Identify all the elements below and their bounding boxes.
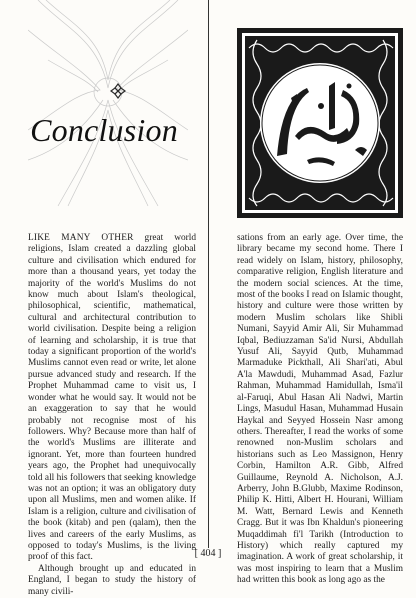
page-number: [ 404 ] [194, 548, 222, 559]
fleur-knot-icon [110, 83, 126, 99]
geometric-line-motif-icon [28, 0, 188, 208]
calligraphy-medallion-icon [237, 28, 403, 218]
page-title: Conclusion [30, 112, 178, 148]
column-divider [208, 0, 209, 548]
body-paragraph-1 [28, 233, 196, 564]
body-column-right [237, 233, 403, 587]
body-column-left [28, 233, 196, 598]
lead-in-caps: LIKE MANY OTHER [28, 233, 134, 243]
body-paragraph-3: sations from an early age. Over time, the library became my second home. There I read widely on Islam, history, philosophy, comparative religion, English literature and the modern social sciences. At the time, most of the books I read on Islamic thought, history and culture were those written by modern Muslim scholars like Shibli Numani, Sayyid Amir Ali, Sir Muhammad Iqbal, Bediuzzaman Sa'id Nursi, Abdullah Yusuf Ali, Sayyid Qutb, Muhammad Marmaduke Pickthall, Ali Shari'ati, Abul A'la Mawdudi, Muhammad Asad, Fazlur Rahman, Muhammad Hamidullah, Isma'il al-Faruqi, Abul Hasan Ali Nadwi, Martin Lings, Masudul Hasan, Muhammad Husain Haykal and Seyyed Hossein Nasr among others. Thereafter, I read the works of some renowned non-Muslim scholars and historians such as Leo Massignon, Henry Corbin, Hamilton A.R. Gibb, Alfred Guillaume, Reynold A. Nicholson, A.J. Arberry, John B.Glubb, Maxime Rodinson, Philip K. Hitti, Albert H. Hourani, William M. Watt, Bernard Lewis and Kenneth Cragg. But it was Ibn Khaldun's pioneering Muqaddimah fi'l Tarikh (Introduction to History) which really captured my imagination. A work of great scholarship, it was most inspiring to learn that a Muslim had written this book as long ago as the [237, 233, 403, 586]
body-text: great world religions, Islam created a dazzling global culture and civilisation which endured for more than a thousand years, yet today the majority of the world's Muslims do not know much about Islam's theological, philosophical, scientific, mathematical, cultural and architectural contribution to world civilisation. Despite being a religion of learning and scholarship, it is true that today a significant proportion of the world's Muslims cannot even read or write, let alone pursue advanced study and research. If the Prophet Muhammad came to visit us, I wonder what he would say. It would not be an exaggeration to say that he would probably not recognise most of his followers. Why? Because more than half of the world's Muslims are illiterate and ignorant. Yet, more than fourteen hundred years ago, the Prophet had unequivocally told all his followers that seeking knowledge was not an option; it was an obligatory duty upon all Muslims, men and women alike. If Islam is a religion, culture and civilisation of the book (kitab) and pen (qalam), then the lives and careers of the early Muslims, as opposed to today's Muslims, is the living proof of this fact. [28, 233, 196, 563]
body-paragraph-2: Although brought up and educated in England, I began to study the history of many civili- [28, 563, 196, 597]
